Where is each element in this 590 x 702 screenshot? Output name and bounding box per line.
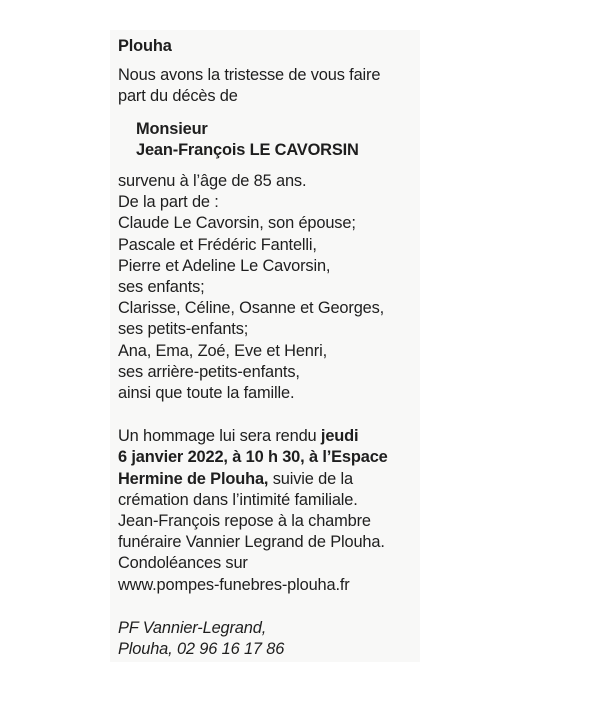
family-line: ses petits-enfants; — [118, 320, 249, 339]
deceased-name — [136, 119, 420, 161]
family-line: ses arrière-petits-enfants, — [118, 362, 300, 381]
deceased-full-name: Jean-François LE CAVORSIN — [136, 140, 359, 159]
tribute-text: Un hommage lui sera rendu — [118, 427, 321, 446]
signature-line: PF Vannier-Legrand, — [118, 618, 267, 637]
family-list — [118, 171, 420, 404]
intro-line: Nous avons la tristesse de vous faire — [118, 66, 381, 85]
family-line: Claude Le Cavorsin, son épouse; — [118, 214, 356, 233]
tribute-line: Jean-François repose à la chambre — [118, 512, 371, 531]
tribute-line: Condoléances sur — [118, 554, 248, 573]
obituary-notice — [110, 30, 420, 662]
tribute-venue: Hermine de Plouha, — [118, 469, 269, 488]
tribute-text: suivie de la — [268, 469, 353, 488]
signature-line: Plouha, 02 96 16 17 86 — [118, 640, 285, 659]
intro-line: part du décès de — [118, 87, 238, 106]
family-line: ainsi que toute la famille. — [118, 384, 295, 403]
intro-text — [118, 65, 420, 107]
family-line: survenu à l’âge de 85 ans. — [118, 172, 307, 191]
tribute-line — [118, 469, 420, 490]
funeral-home-signature — [118, 618, 420, 660]
tribute-line: funéraire Vannier Legrand de Plouha. — [118, 533, 385, 552]
family-line: De la part de : — [118, 193, 219, 212]
family-line: Pierre et Adeline Le Cavorsin, — [118, 256, 331, 275]
tribute-date-emphasis: jeudi — [320, 427, 359, 446]
family-line: ses enfants; — [118, 278, 205, 297]
family-line: Clarisse, Céline, Osanne et Georges, — [118, 299, 385, 318]
town-heading: Plouha — [118, 37, 172, 55]
family-line: Pascale et Frédéric Fantelli, — [118, 235, 317, 254]
deceased-title: Monsieur — [136, 119, 208, 138]
tribute-paragraph — [118, 426, 420, 596]
condolences-url: www.pompes-funebres-plouha.fr — [118, 575, 350, 594]
tribute-line — [118, 426, 420, 447]
family-line: Ana, Ema, Zoé, Eve et Henri, — [118, 341, 327, 360]
tribute-line: crémation dans l’intimité familiale. — [118, 490, 358, 509]
tribute-date-line: 6 janvier 2022, à 10 h 30, à l’Espace — [118, 448, 388, 467]
